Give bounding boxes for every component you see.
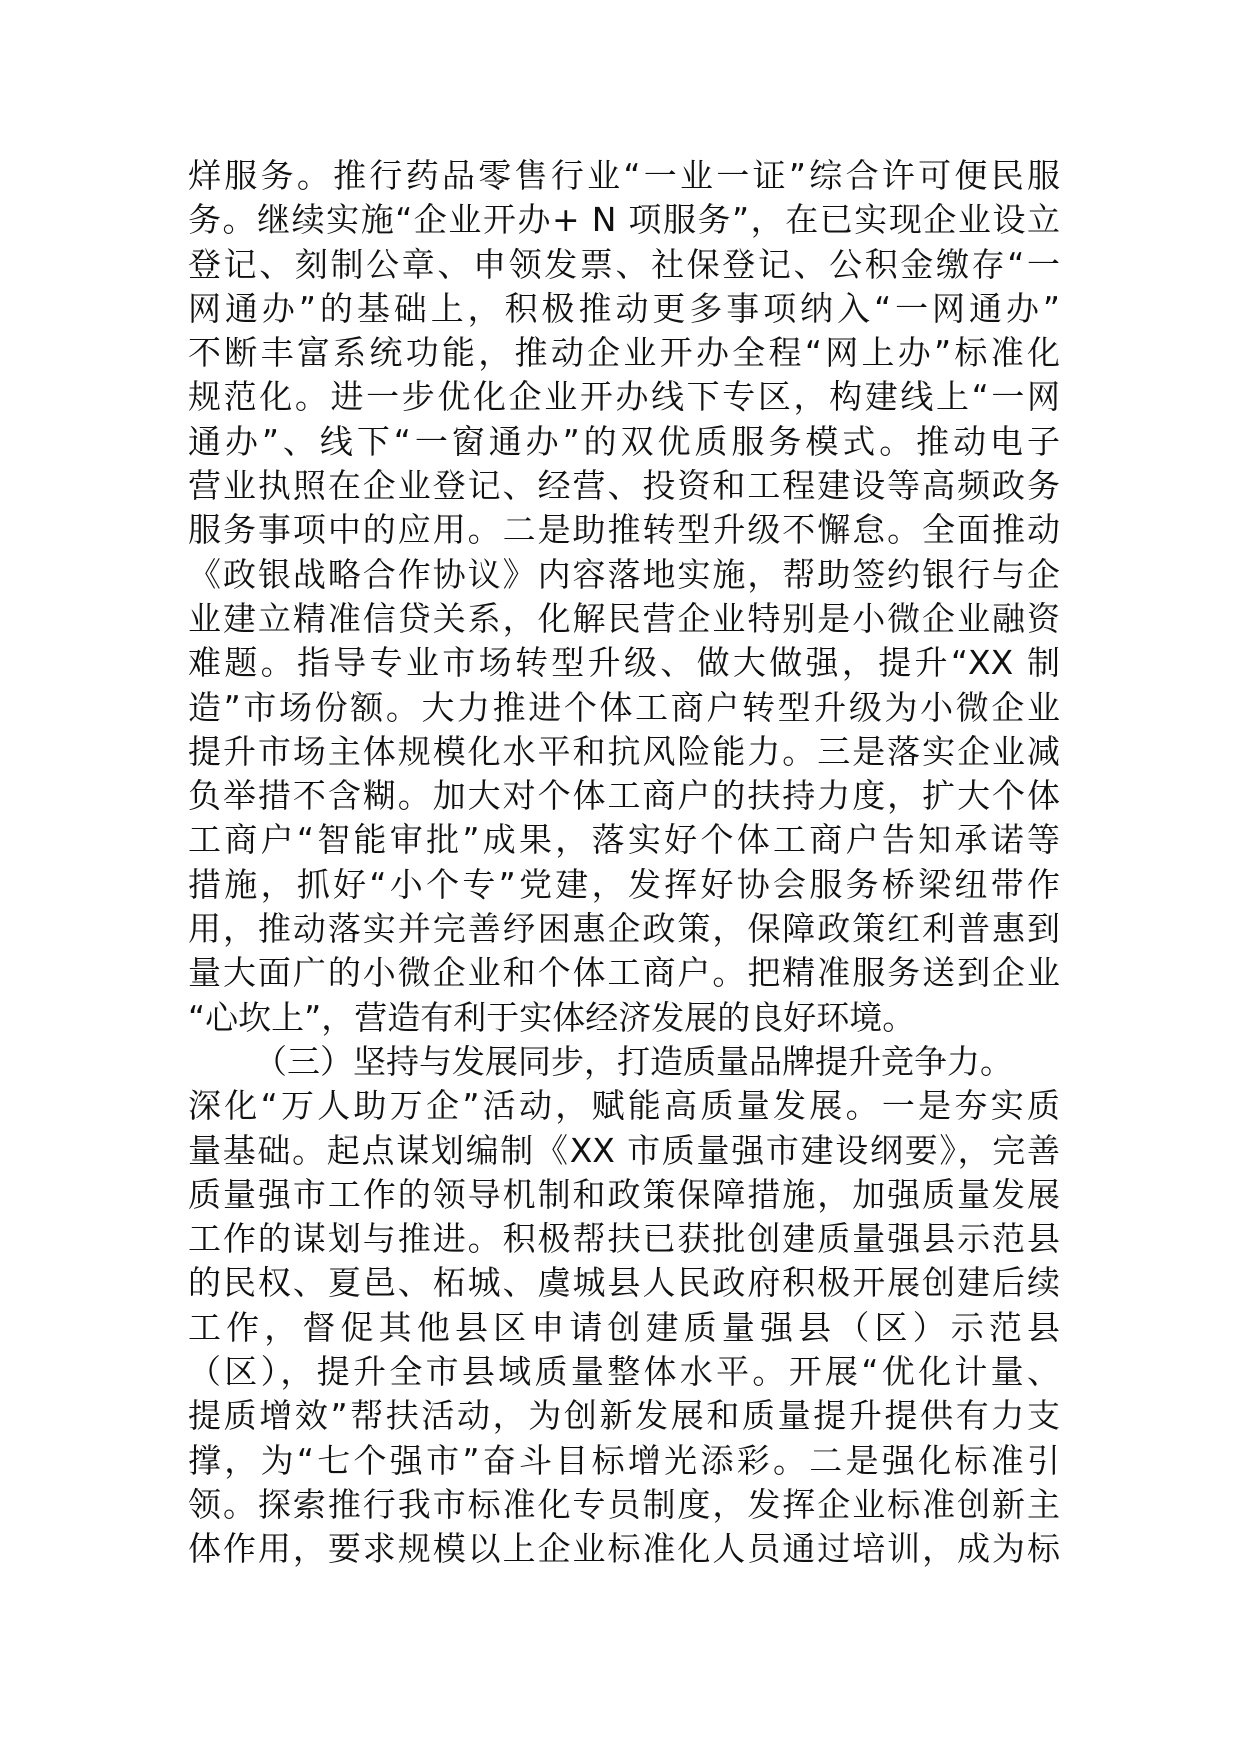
text-line-10: 《政银战略合作协议》内容落地实施，帮助签约银行与企: [188, 554, 1060, 594]
text-line-30: 撑，为“七个强市”奋斗目标增光添彩。二是强化标准引: [188, 1440, 1060, 1480]
text-line-31: 领。探索推行我市标准化专员制度，发挥企业标准创新主: [188, 1484, 1060, 1524]
text-line-22: 深化“万人助万企”活动，赋能高质量发展。一是夯实质: [188, 1086, 1060, 1126]
text-line-15: 负举措不含糊。加大对个体工商户的扶持力度，扩大个体: [188, 776, 1060, 816]
text-line-7: 通办”、线下“一窗通办”的双优质服务模式。推动电子: [188, 421, 1060, 461]
text-line-9: 服务事项中的应用。二是助推转型升级不懈怠。全面推动: [188, 510, 1060, 550]
text-line-27: 工作，督促其他县区申请创建质量强县（区）示范县: [188, 1307, 1060, 1347]
text-line-16: 工商户“智能审批”成果，落实好个体工商户告知承诺等: [188, 820, 1060, 860]
text-line-13: 造”市场份额。大力推进个体工商户转型升级为小微企业: [188, 687, 1060, 727]
text-line-4: 网通办”的基础上，积极推动更多事项纳入“一网通办”: [188, 288, 1060, 328]
text-line-20: “心坎上”，营造有利于实体经济发展的良好环境。: [188, 997, 916, 1037]
text-line-18: 用，推动落实并完善纾困惠企政策，保障政策红利普惠到: [188, 909, 1060, 949]
text-line-6: 规范化。进一步优化企业开办线下专区，构建线上“一网: [188, 377, 1060, 417]
text-line-26: 的民权、夏邑、柘城、虞城县人民政府积极开展创建后续: [188, 1263, 1060, 1303]
text-line-11: 业建立精准信贷关系，化解民营企业特别是小微企业融资: [188, 598, 1060, 638]
text-line-12: 难题。指导专业市场转型升级、做大做强，提升“XX 制: [188, 643, 1060, 683]
text-line-32: 体作用，要求规模以上企业标准化人员通过培训，成为标: [188, 1529, 1060, 1569]
text-line-5: 不断丰富系统功能，推动企业开办全程“网上办”标准化: [188, 333, 1060, 373]
section-heading-line: （三）坚持与发展同步，打造质量品牌提升竞争力。: [254, 1041, 1013, 1081]
text-line-17: 措施，抓好“小个专”党建，发挥好协会服务桥梁纽带作: [188, 864, 1060, 904]
text-line-3: 登记、刻制公章、申领发票、社保登记、公积金缴存“一: [188, 244, 1060, 284]
text-line-14: 提升市场主体规模化水平和抗风险能力。三是落实企业减: [188, 731, 1060, 771]
text-line-1: 烊服务。推行药品零售行业“一业一证”综合许可便民服: [188, 156, 1060, 195]
text-line-25: 工作的谋划与推进。积极帮扶已获批创建质量强县示范县: [188, 1219, 1060, 1259]
text-line-19: 量大面广的小微企业和个体工商户。把精准服务送到企业: [188, 953, 1060, 993]
text-line-23: 量基础。起点谋划编制《XX 市质量强市建设纲要》，完善: [188, 1130, 1060, 1170]
text-line-24: 质量强市工作的领导机制和政策保障措施，加强质量发展: [188, 1174, 1060, 1214]
text-line-2: 务。继续实施“企业开办+ N 项服务”，在已实现企业设立: [188, 200, 1060, 240]
text-line-28: （区），提升全市县域质量整体水平。开展“优化计量、: [188, 1352, 1060, 1392]
text-line-8: 营业执照在企业登记、经营、投资和工程建设等高频政务: [188, 466, 1060, 506]
body-text: [188, 154, 1060, 1572]
text-line-29: 提质增效”帮扶活动，为创新发展和质量提升提供有力支: [188, 1396, 1060, 1436]
